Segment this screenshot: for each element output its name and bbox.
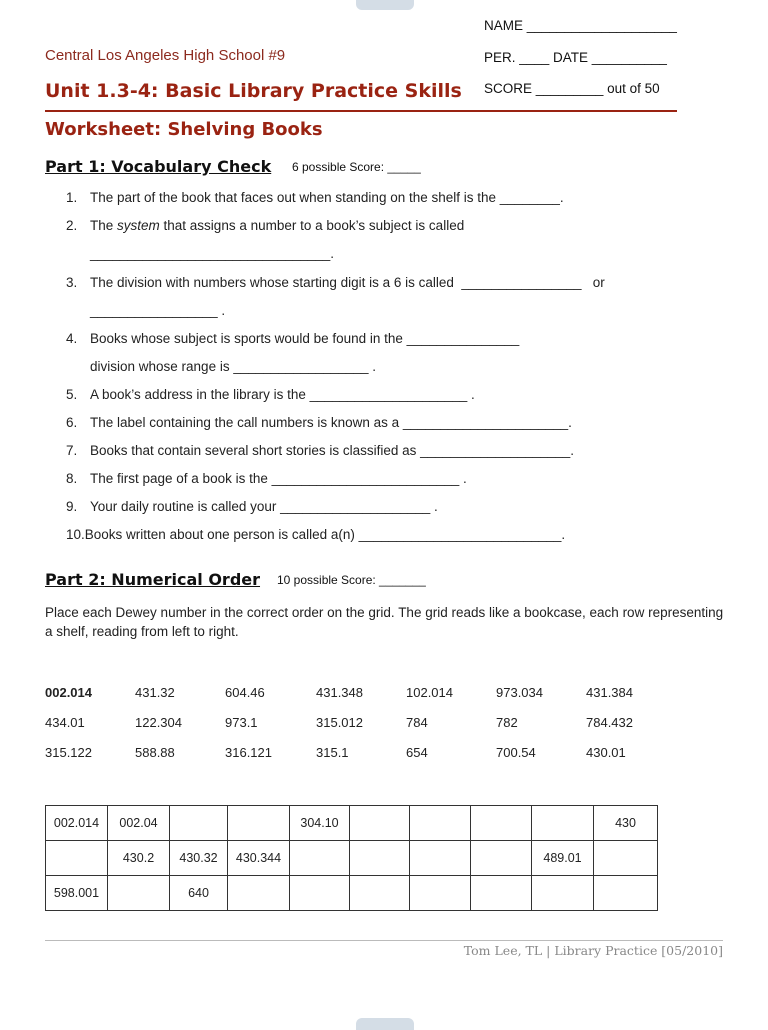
- part1-title: Part 1: Vocabulary Check: [45, 157, 272, 176]
- school-name: Central Los Angeles High School #9: [45, 47, 286, 64]
- name-field[interactable]: NAME ____________________: [484, 18, 677, 33]
- question-8: 8. The first page of a book is the _________________________ .: [66, 471, 467, 486]
- dewey-number: 434.01: [45, 715, 85, 730]
- grid-cell[interactable]: 430.2: [108, 841, 170, 876]
- grid-cell[interactable]: [532, 806, 594, 841]
- unit-title: Unit 1.3-4: Basic Library Practice Skills: [45, 80, 462, 102]
- grid-cell[interactable]: [350, 806, 410, 841]
- title-divider: [45, 110, 677, 112]
- grid-cell[interactable]: 640: [170, 876, 228, 911]
- question-3-blank: _________________ .: [90, 303, 226, 318]
- part2-score: 10 possible Score: _______: [277, 573, 426, 587]
- dewey-number: 431.32: [135, 685, 175, 700]
- question-1: 1. The part of the book that faces out when standing on the shelf is the ________.: [66, 190, 564, 205]
- part2-instructions: Place each Dewey number in the correct order on the grid. The grid reads like a bookcase, each row representing a shelf, reading from left to right.: [45, 605, 724, 639]
- dewey-number: 315.012: [316, 715, 363, 730]
- grid-cell[interactable]: 304.10: [290, 806, 350, 841]
- grid-cell[interactable]: 002.04: [108, 806, 170, 841]
- dewey-number: 784.432: [586, 715, 633, 730]
- grid-cell[interactable]: [594, 841, 658, 876]
- dewey-number: 973.034: [496, 685, 543, 700]
- dewey-number: 782: [496, 715, 518, 730]
- question-9: 9. Your daily routine is called your ____________________ .: [66, 499, 438, 514]
- question-6: 6. The label containing the call numbers is known as a ______________________.: [66, 415, 572, 430]
- dewey-number: 604.46: [225, 685, 265, 700]
- worksheet-title: Worksheet: Shelving Books: [45, 119, 323, 140]
- dewey-number: 654: [406, 745, 428, 760]
- grid-cell[interactable]: [410, 806, 471, 841]
- dewey-number: 700.54: [496, 745, 536, 760]
- grid-cell[interactable]: [410, 841, 471, 876]
- grid-cell[interactable]: [170, 806, 228, 841]
- grid-cell[interactable]: [471, 841, 532, 876]
- dewey-number: 002.014: [45, 685, 92, 700]
- period-date-field[interactable]: PER. ____ DATE __________: [484, 50, 667, 65]
- grid-cell[interactable]: [594, 876, 658, 911]
- grid-cell[interactable]: 430.344: [228, 841, 290, 876]
- dewey-number: 316.121: [225, 745, 272, 760]
- part1-score: 6 possible Score: _____: [292, 160, 421, 174]
- grid-cell[interactable]: [108, 876, 170, 911]
- grid-cell[interactable]: [410, 876, 471, 911]
- question-4-blank: division whose range is __________________ .: [90, 359, 376, 374]
- grid-cell[interactable]: 002.014: [46, 806, 108, 841]
- question-7: 7. Books that contain several short stories is classified as ____________________.: [66, 443, 575, 458]
- footer-text: Tom Lee, TL | Library Practice [05/2010]: [463, 943, 723, 958]
- grid-cell[interactable]: 430: [594, 806, 658, 841]
- grid-cell[interactable]: [290, 876, 350, 911]
- dewey-number: 973.1: [225, 715, 258, 730]
- footer-divider: [45, 940, 723, 941]
- grid-cell[interactable]: [228, 876, 290, 911]
- dewey-number: 102.014: [406, 685, 453, 700]
- shelf-row: [46, 806, 658, 841]
- question-2: 2. The system that assigns a number to a book’s subject is called: [66, 218, 465, 233]
- dewey-number: 315.122: [45, 745, 92, 760]
- grid-cell[interactable]: [290, 841, 350, 876]
- grid-cell[interactable]: [532, 876, 594, 911]
- question-10: 10.Books written about one person is called a(n) ___________________________.: [66, 527, 566, 542]
- score-field[interactable]: SCORE _________ out of 50: [484, 81, 660, 96]
- question-3: 3. The division with numbers whose starting digit is a 6 is called ________________ or: [66, 275, 605, 290]
- dewey-number: 431.348: [316, 685, 363, 700]
- grid-cell[interactable]: [46, 841, 108, 876]
- grid-cell[interactable]: [471, 876, 532, 911]
- question-5: 5. A book’s address in the library is the _____________________ .: [66, 387, 475, 402]
- shelf-row: [46, 841, 658, 876]
- grid-cell[interactable]: [350, 841, 410, 876]
- dewey-number: 122.304: [135, 715, 182, 730]
- dewey-number: 430.01: [586, 745, 626, 760]
- grid-cell[interactable]: [228, 806, 290, 841]
- decorative-tab-top: [356, 0, 414, 10]
- question-2-blank: ________________________________.: [90, 246, 335, 261]
- part2-title: Part 2: Numerical Order: [45, 570, 261, 589]
- grid-cell[interactable]: 598.001: [46, 876, 108, 911]
- dewey-number: 784: [406, 715, 428, 730]
- grid-cell[interactable]: 489.01: [532, 841, 594, 876]
- grid-cell[interactable]: [471, 806, 532, 841]
- question-4: 4. Books whose subject is sports would be found in the _______________: [66, 331, 520, 346]
- dewey-number: 588.88: [135, 745, 175, 760]
- shelf-row: [46, 876, 658, 911]
- grid-cell[interactable]: 430.32: [170, 841, 228, 876]
- shelf-grid: [45, 805, 658, 911]
- grid-cell[interactable]: [350, 876, 410, 911]
- dewey-number: 315.1: [316, 745, 349, 760]
- decorative-tab-bottom: [356, 1018, 414, 1030]
- dewey-number: 431.384: [586, 685, 633, 700]
